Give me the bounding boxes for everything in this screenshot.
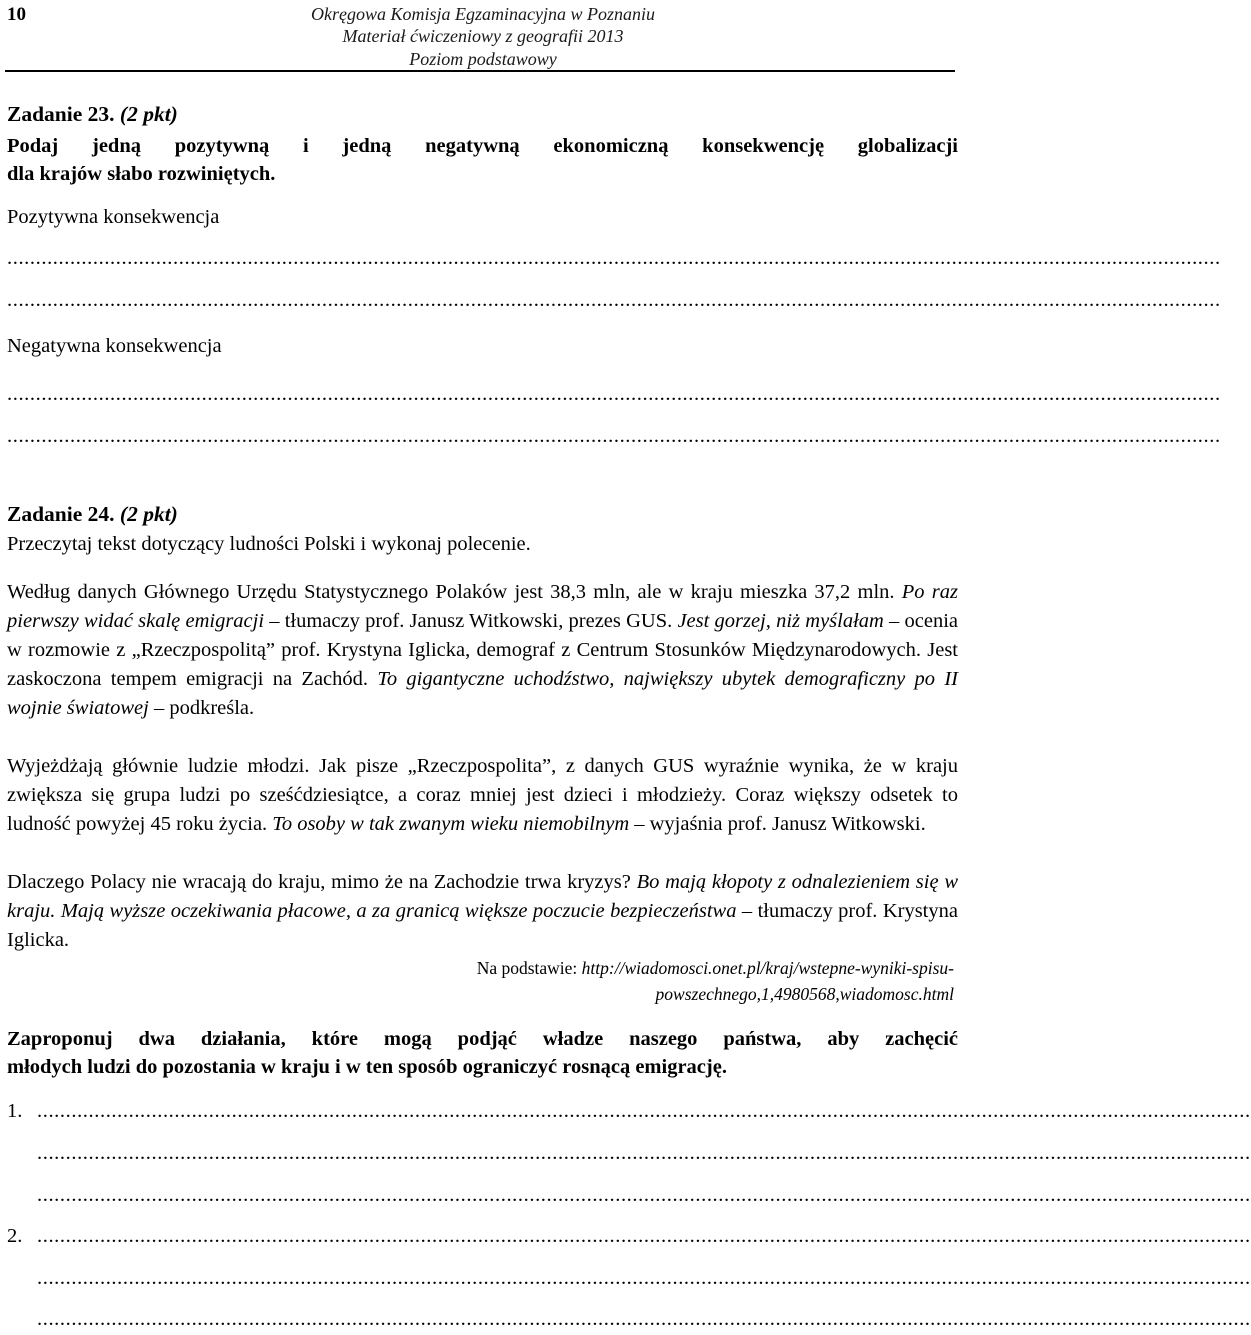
task24-title: Zadanie 24. xyxy=(7,502,115,526)
task24-points: (2 pkt) xyxy=(119,502,178,526)
page-number: 10 xyxy=(7,4,26,25)
task23-points: (2 pkt) xyxy=(119,102,178,126)
text-span: Według danych Głównego Urzędu Statystycznego Polaków jest 38,3 mln, ale w kraju mieszka 37,2 mln. xyxy=(7,581,902,603)
task23-prompt-line1: Podaj jedną pozytywną i jedną negatywną ekonomiczną konsekwencję globalizacji xyxy=(7,135,958,157)
source-citation-line1 xyxy=(477,956,954,981)
source-prefix: Na podstawie: xyxy=(476,958,582,978)
answer-line[interactable]: .................................................................................................................................................................................................................... xyxy=(7,289,1221,311)
source-url: http://wiadomosci.onet.pl/kraj/wstepne-wyniki-spisu- xyxy=(581,958,954,978)
source-url-continued: powszechnego,1,4980568,wiadomosc.html xyxy=(655,984,954,1004)
task24-heading xyxy=(7,500,178,529)
task23-heading xyxy=(7,100,178,129)
quote-span: Po raz pierwszy widać skalę emigracji xyxy=(7,581,958,632)
text-span: Wyjeżdżają głównie ludzie młodzi. Jak pisze „Rzeczpospolita”, z danych GUS wyraźnie wynika, że w kraju zwiększa się grupa ludzi po sześćdziesiątce, a coraz mniej jest dzieci i młodzieży. Coraz większy odsetek to ludność powyżej 45 roku życia. xyxy=(7,755,958,835)
header-rule xyxy=(5,70,955,72)
answer-line[interactable]: .................................................................................................................................................................................................................... xyxy=(7,425,1221,447)
task24-text-paragraph-3 xyxy=(7,868,958,955)
quote-span: To osoby w tak zwanym wieku niemobilnym xyxy=(272,813,630,835)
answer-line[interactable]: .................................................................................................................................................................................................................... xyxy=(37,1184,1251,1206)
answer-line[interactable]: .................................................................................................................................................................................................................... xyxy=(37,1142,1251,1164)
answer-line[interactable]: .................................................................................................................................................................................................................... xyxy=(7,383,1221,405)
text-span: – ocenia w rozmowie z „Rzeczpospolitą” prof. Krystyna Iglicka, demograf z Centrum Stosunków Międzynarodowych. Jest zaskoczona tempem emigracji na Zachód. xyxy=(7,610,959,690)
task24-command-line1: Zaproponuj dwa działania, które mogą podjąć władze naszego państwa, aby zachęcić xyxy=(7,1028,958,1050)
task23-title: Zadanie 23. xyxy=(7,102,115,126)
answer-line[interactable]: .................................................................................................................................................................................................................... xyxy=(37,1308,1251,1330)
header-level: Poziom podstawowy xyxy=(409,49,557,69)
text-span: – wyjaśnia prof. Janusz Witkowski. xyxy=(629,813,926,835)
answer-line[interactable]: .................................................................................................................................................................................................................... xyxy=(37,1100,1251,1122)
answer-line[interactable]: .................................................................................................................................................................................................................... xyxy=(37,1267,1251,1289)
quote-span: Jest gorzej, niż myślałam xyxy=(677,610,884,632)
task23-positive-label: Pozytywna konsekwencja xyxy=(7,206,220,228)
quote-span: To gigantyczne uchodźstwo, największy ubytek demograficzny po II wojnie światowej xyxy=(7,668,958,719)
source-citation-line2 xyxy=(656,982,954,1007)
task23-prompt-line2: dla krajów słabo rozwiniętych. xyxy=(7,163,276,185)
text-span: – tłumaczy prof. Krystyna Iglicka. xyxy=(7,900,958,951)
text-span: – podkreśla. xyxy=(148,697,255,719)
text-span: Dlaczego Polacy nie wracają do kraju, mimo że na Zachodzie trwa kryzys? xyxy=(7,871,637,893)
answer-item-1-number: 1. xyxy=(7,1100,23,1122)
answer-item-2-number: 2. xyxy=(7,1225,23,1247)
answer-line[interactable]: .................................................................................................................................................................................................................... xyxy=(7,247,1221,269)
task24-command-line2: młodych ludzi do pozostania w kraju i w ten sposób ograniczyć rosnącą emigrację. xyxy=(7,1056,727,1078)
task24-text-paragraph-1 xyxy=(7,578,958,723)
text-span: – tłumaczy prof. Janusz Witkowski, prezes GUS. xyxy=(264,610,678,632)
task24-instruction: Przeczytaj tekst dotyczący ludności Polski i wykonaj polecenie. xyxy=(7,533,531,555)
quote-span: Bo mają kłopoty z odnalezieniem się w kraju. Mają wyższe oczekiwania płacowe, a za granicą większe poczucie bezpieczeństwa xyxy=(7,871,958,922)
header-institution: Okręgowa Komisja Egzaminacyjna w Poznaniu xyxy=(311,4,655,24)
header-subject: Materiał ćwiczeniowy z geografii 2013 xyxy=(342,26,624,46)
answer-line[interactable]: .................................................................................................................................................................................................................... xyxy=(37,1225,1251,1247)
task24-text-paragraph-2 xyxy=(7,752,958,839)
task23-negative-label: Negatywna konsekwencja xyxy=(7,335,222,357)
